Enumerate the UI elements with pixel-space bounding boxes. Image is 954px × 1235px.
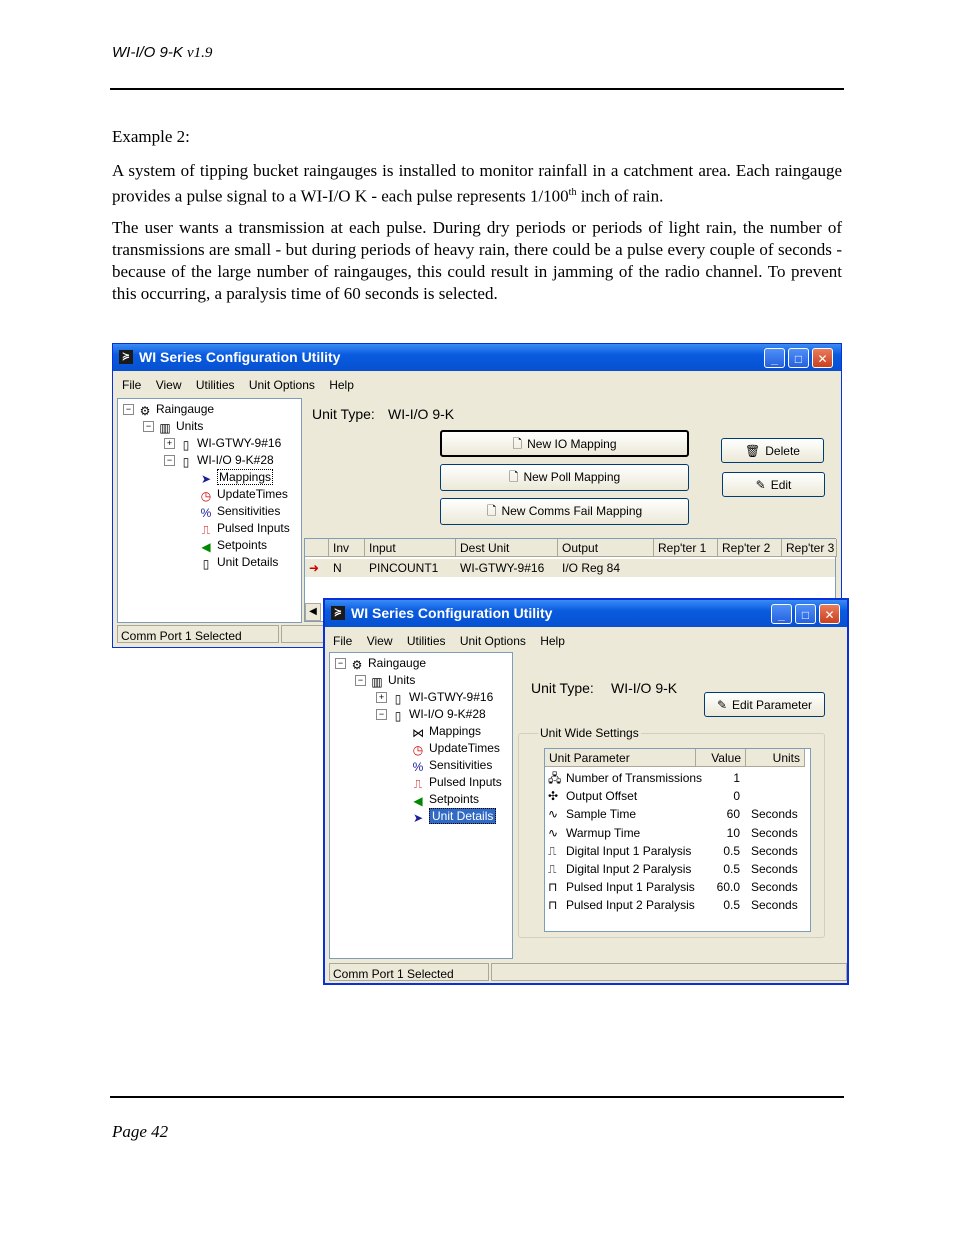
tree-item-units[interactable]: − ▥ Units [143, 418, 203, 434]
maximize-button[interactable]: □ [788, 348, 809, 368]
window-title: WI Series Configuration Utility [139, 349, 341, 365]
page-icon: 🗋 [508, 470, 519, 484]
tree-item-unit-details[interactable]: ▯ Unit Details [198, 554, 278, 570]
edit-button[interactable]: ✎ Edit [722, 472, 825, 497]
close-button[interactable]: ✕ [812, 348, 833, 368]
column-header-repeater-3[interactable]: Rep'ter 3 [782, 539, 837, 557]
menu-bar [333, 634, 576, 652]
table-row[interactable] [545, 860, 810, 878]
column-header-dest-unit[interactable]: Dest Unit [456, 539, 558, 557]
setpoint-icon: ◀ [201, 539, 211, 554]
plus-icon: ✣ [548, 789, 559, 804]
app-icon: ≽ [119, 350, 133, 364]
header-version: v1.9 [187, 45, 213, 61]
network-icon: ⚙ [351, 657, 363, 672]
param-units: Seconds [751, 880, 798, 895]
column-header-value[interactable]: Value [696, 749, 746, 767]
minimize-button[interactable]: _ [771, 604, 792, 624]
row-arrow-icon: ➜ [309, 561, 320, 575]
param-name: Digital Input 2 Paralysis [566, 862, 692, 876]
mapping-pane [304, 398, 836, 538]
device-icon: ▯ [182, 437, 190, 452]
param-value: 0.5 [723, 843, 740, 858]
arrow-icon: ➤ [412, 810, 424, 825]
param-name: Number of Transmissions [566, 771, 703, 785]
edit-icon: ✎ [755, 478, 766, 492]
percent-icon: % [200, 505, 212, 520]
menu-view[interactable]: View [155, 378, 182, 392]
page-number: Page 42 [112, 1122, 169, 1141]
cell-inv: N [333, 561, 342, 575]
tree-item-io-unit[interactable]: − ▯ WI-I/O 9-K#28 [376, 706, 486, 722]
table-row[interactable] [545, 769, 810, 787]
maximize-button[interactable]: □ [795, 604, 816, 624]
param-units: Seconds [751, 843, 798, 858]
wave-icon: ∿ [548, 825, 559, 840]
setpoint-icon: ◀ [413, 793, 423, 808]
page-icon: 🗋 [486, 504, 497, 518]
tree-item-mappings[interactable]: ➤ Mappings [198, 469, 273, 485]
new-comms-fail-mapping-button[interactable]: 🗋 New Comms Fail Mapping [440, 498, 689, 525]
param-units: Seconds [751, 825, 798, 840]
device-icon: ▯ [394, 708, 402, 723]
tree-item-io-unit[interactable]: − ▯ WI-I/O 9-K#28 [164, 452, 274, 468]
scroll-left-button[interactable]: ◀ [305, 603, 321, 621]
param-units: Seconds [751, 862, 798, 876]
menu-help[interactable]: Help [540, 634, 565, 648]
pulse-icon: ⎍ [201, 522, 211, 537]
pulse-icon: ⎍ [413, 776, 423, 791]
mapping-icon: ⋈ [412, 725, 424, 740]
param-name: Warmup Time [566, 825, 641, 840]
trash-icon: 🗑 [745, 444, 761, 458]
column-header-parameter[interactable]: Unit Parameter [545, 749, 696, 767]
footer-rule [110, 1096, 844, 1098]
unit-type-label: Unit Type: [531, 680, 594, 696]
column-header-repeater-2[interactable]: Rep'ter 2 [718, 539, 782, 557]
new-poll-mapping-button[interactable]: 🗋 New Poll Mapping [440, 464, 689, 491]
device-icon: ▯ [182, 454, 190, 469]
unit-tree [329, 652, 513, 959]
table-row[interactable] [545, 824, 810, 842]
param-name: Pulsed Input 2 Paralysis [566, 898, 695, 913]
menu-utilities[interactable]: Utilities [406, 634, 446, 648]
param-value: 60.0 [716, 880, 740, 895]
cell-input: PINCOUNT1 [369, 561, 439, 575]
param-value: 60 [726, 807, 740, 822]
unit-type-value: WI-I/O 9-K [388, 406, 455, 422]
tree-item-unit-details[interactable]: ➤ Unit Details [410, 808, 496, 824]
param-name: Pulsed Input 1 Paralysis [566, 880, 695, 895]
tree-item-sensitivities[interactable]: % Sensitivities [198, 503, 280, 519]
menu-view[interactable]: View [366, 634, 393, 648]
tree-item-raingauge[interactable]: − ⚙ Raingauge [123, 401, 214, 417]
table-row[interactable] [545, 896, 810, 914]
column-header-inv[interactable]: Inv [329, 539, 365, 557]
tree-item-mappings[interactable]: ⋈ Mappings [412, 724, 482, 740]
unit-type-label: Unit Type: [312, 406, 375, 422]
table-row[interactable] [545, 787, 810, 805]
menu-utilities[interactable]: Utilities [195, 378, 235, 392]
device-icon: ▯ [394, 691, 402, 706]
param-value: 0 [733, 789, 740, 804]
menu-file[interactable]: File [122, 378, 142, 392]
window-title: WI Series Configuration Utility [351, 605, 553, 621]
status-text: Comm Port 1 Selected [329, 963, 489, 981]
pulse-train-icon: ⊓ [548, 898, 558, 913]
tree-item-setpoints[interactable]: ◀ Setpoints [410, 791, 479, 807]
device-icon: ▯ [202, 556, 210, 571]
status-bar [327, 963, 845, 983]
table-row[interactable] [305, 559, 835, 577]
wave-icon: ∿ [548, 807, 559, 822]
unit-type-value: WI-I/O 9-K [611, 680, 678, 696]
minimize-button[interactable]: _ [764, 348, 785, 368]
close-button[interactable]: ✕ [819, 604, 840, 624]
menu-file[interactable]: File [333, 634, 353, 648]
paragraph-1: A system of tipping bucket raingauges is installed to monitor rainfall in a catchment area. Each raingauge provides a pulse signal to a WI-I/O K - each pulse represents 1/100th inch of rain. [112, 161, 842, 206]
units-icon: ▥ [371, 674, 383, 689]
edit-parameter-button[interactable]: ✎ Edit Parameter [704, 692, 825, 717]
param-name: Digital Input 1 Paralysis [566, 843, 692, 858]
clock-icon: ◷ [200, 488, 212, 503]
paragraph-2: The user wants a transmission at each pulse. During dry periods or periods of light rain, the number of transmissions are small - but during periods of heavy rain, there could be a pulse every couple of seconds - because of the large number of raingauges, this could result in jamming of the radio channel. To prevent this occurring, a paralysis time of 60 seconds is selected. [112, 218, 842, 303]
arrow-icon: ➤ [200, 471, 212, 486]
column-header-output[interactable]: Output [558, 539, 654, 557]
table-row[interactable] [545, 878, 810, 896]
menu-help[interactable]: Help [329, 378, 354, 392]
menu-unit-options[interactable]: Unit Options [459, 634, 526, 648]
parameter-list [544, 748, 811, 932]
network-icon: 🖧 [548, 771, 562, 785]
tree-item-sensitivities[interactable]: % Sensitivities [410, 757, 492, 773]
network-icon: ⚙ [139, 403, 151, 418]
clock-icon: ◷ [412, 742, 424, 757]
param-units: Seconds [751, 807, 798, 822]
column-header-input[interactable]: Input [365, 539, 456, 557]
table-row[interactable] [545, 842, 810, 860]
status-panel [491, 963, 847, 981]
status-text: Comm Port 1 Selected [117, 625, 279, 643]
new-io-mapping-button[interactable]: 🗋 New IO Mapping [440, 430, 689, 457]
group-label: Unit Wide Settings [540, 726, 639, 740]
tree-item-gateway[interactable]: + ▯ WI-GTWY-9#16 [376, 689, 493, 705]
param-value: 10 [726, 825, 740, 840]
tree-item-pulsed-inputs[interactable]: ⎍ Pulsed Inputs [410, 774, 502, 790]
square-pulse-icon: ⎍ [548, 843, 557, 858]
menu-unit-options[interactable]: Unit Options [248, 378, 315, 392]
param-value: 0.5 [723, 898, 740, 913]
percent-icon: % [412, 759, 424, 774]
table-row[interactable] [545, 805, 810, 823]
page-icon: 🗋 [512, 437, 523, 451]
document-header [112, 44, 212, 62]
title-bar[interactable] [325, 600, 847, 627]
cell-output: I/O Reg 84 [562, 561, 621, 575]
header-title: WI-I/O 9-K [112, 44, 183, 61]
column-header-units[interactable]: Units [746, 749, 805, 767]
units-icon: ▥ [159, 420, 171, 435]
tree-item-setpoints[interactable]: ◀ Setpoints [198, 537, 267, 553]
tree-item-raingauge[interactable]: − ⚙ Raingauge [335, 655, 426, 671]
column-header-repeater-1[interactable]: Rep'ter 1 [654, 539, 718, 557]
param-value: 0.5 [723, 862, 740, 876]
unit-tree [117, 398, 302, 623]
pulse-train-icon: ⊓ [548, 880, 558, 895]
example-heading: Example 2: [112, 127, 190, 146]
tree-item-updatetimes[interactable]: ◷ UpdateTimes [198, 486, 288, 502]
param-units: Seconds [751, 898, 798, 913]
tree-item-pulsed-inputs[interactable]: ⎍ Pulsed Inputs [198, 520, 290, 536]
square-pulse-icon: ⎍ [548, 862, 557, 876]
menu-bar [122, 378, 365, 396]
delete-button[interactable]: 🗑 Delete [721, 438, 824, 463]
cell-dest-unit: WI-GTWY-9#16 [460, 561, 545, 575]
column-header-blank[interactable] [305, 539, 329, 557]
param-name: Output Offset [566, 789, 638, 804]
header-rule [110, 88, 844, 90]
app-icon: ≽ [331, 606, 345, 620]
param-value: 1 [733, 771, 740, 785]
param-name: Sample Time [566, 807, 637, 822]
tree-item-updatetimes[interactable]: ◷ UpdateTimes [410, 740, 500, 756]
unit-details-pane [515, 652, 845, 959]
edit-icon: ✎ [716, 698, 727, 712]
tree-item-units[interactable]: − ▥ Units [355, 672, 415, 688]
config-window-unit-details [323, 598, 849, 985]
title-bar[interactable] [113, 344, 841, 371]
tree-item-gateway[interactable]: + ▯ WI-GTWY-9#16 [164, 435, 281, 451]
